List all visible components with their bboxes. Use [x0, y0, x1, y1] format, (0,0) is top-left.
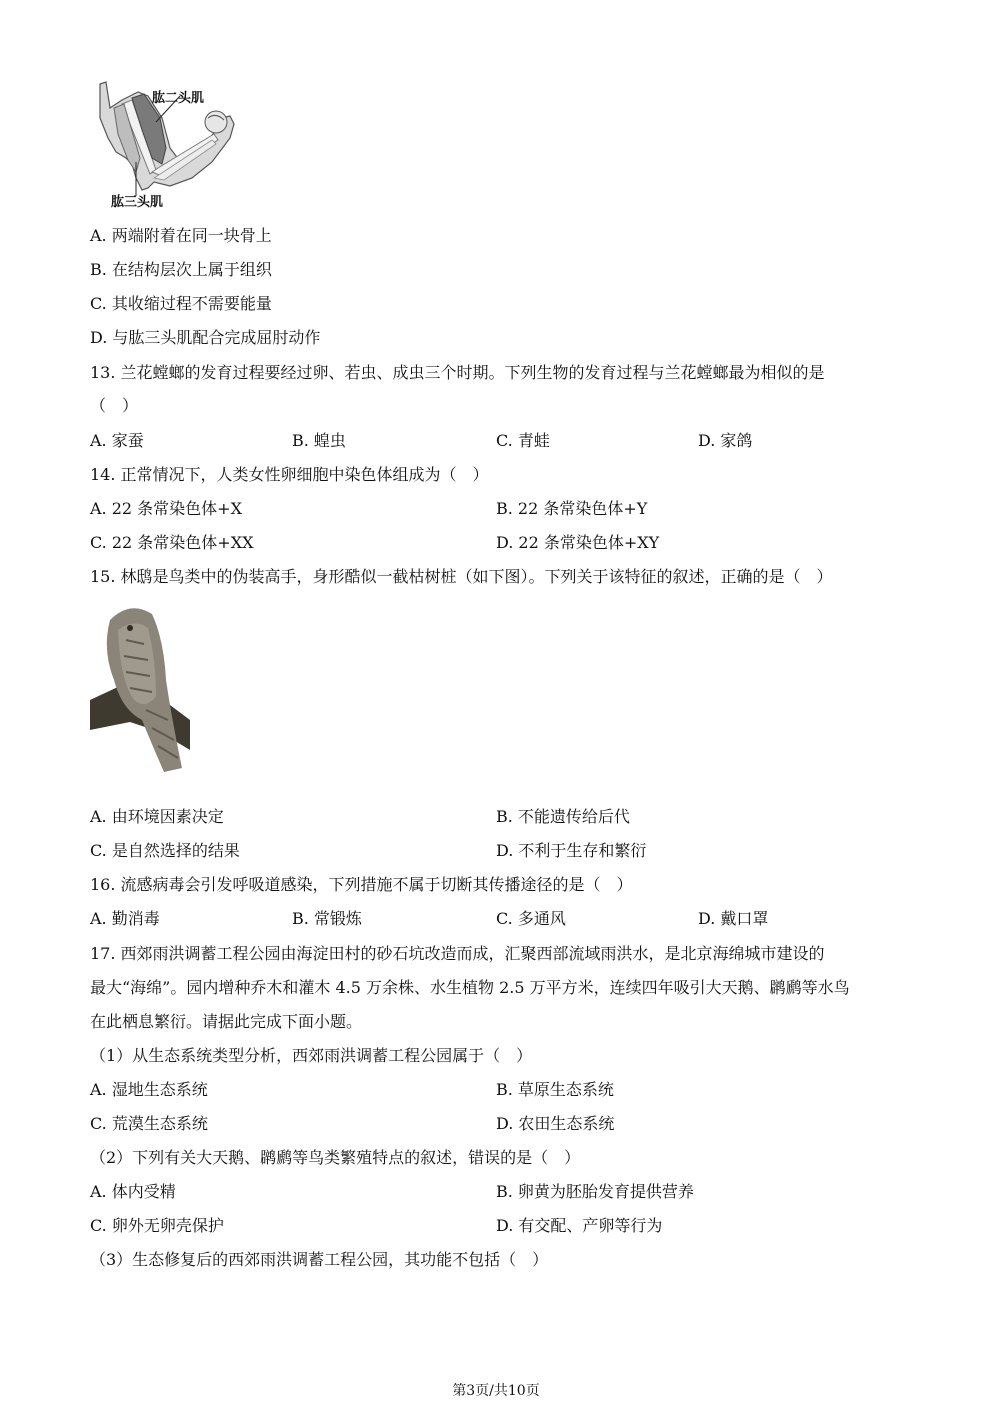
- q17-sub1-option-c: C. 荒漠生态系统: [90, 1114, 208, 1133]
- q16-option-a: A. 勤消毒: [90, 909, 160, 928]
- q13-option-b: B. 蝗虫: [292, 431, 346, 450]
- q17-stem-line2: 最大“海绵”。园内增种乔木和灌木 4.5 万余株、水生植物 2.5 万平方米，连续四年吸引大天鹅、䴙䴘等水鸟: [90, 978, 850, 997]
- q14-option-a: A. 22 条常染色体+X: [90, 499, 242, 518]
- q14-option-c: C. 22 条常染色体+XX: [90, 533, 254, 552]
- q17-sub2-option-c: C. 卵外无卵壳保护: [90, 1216, 224, 1235]
- q16-option-b: B. 常锻炼: [292, 909, 362, 928]
- q17-sub2-option-a: A. 体内受精: [90, 1182, 176, 1201]
- q15-option-b: B. 不能遗传给后代: [496, 807, 630, 826]
- q12-option-a: A. 两端附着在同一块骨上: [90, 226, 272, 245]
- q13-option-a: A. 家蚕: [90, 431, 144, 450]
- q16-stem: 16. 流感病毒会引发呼吸道感染，下列措施不属于切断其传播途径的是（ ）: [90, 875, 633, 894]
- q13-option-c: C. 青蛙: [496, 431, 550, 450]
- label-biceps: 肱二头肌: [152, 90, 205, 105]
- q15-option-a: A. 由环境因素决定: [90, 807, 224, 826]
- q17-sub2-stem: （2）下列有关大天鹅、䴙䴘等鸟类繁殖特点的叙述，错误的是（ ）: [90, 1148, 581, 1167]
- q14-option-d: D. 22 条常染色体+XY: [496, 533, 660, 552]
- q12-option-c: C. 其收缩过程不需要能量: [90, 294, 272, 313]
- q17-sub1-option-a: A. 湿地生态系统: [90, 1080, 208, 1099]
- q16-option-d: D. 戴口罩: [698, 909, 769, 928]
- q17-stem-line1: 17. 西郊雨洪调蓄工程公园由海淀田村的砂石坑改造而成，汇聚西部流域雨洪水，是北京海绵城市建设的: [90, 944, 825, 963]
- q12-option-d: D. 与肱三头肌配合完成屈肘动作: [90, 328, 321, 347]
- label-triceps: 肱三头肌: [111, 194, 164, 209]
- q14-option-b: B. 22 条常染色体+Y: [496, 499, 648, 518]
- q14-stem: 14. 正常情况下，人类女性卵细胞中染色体组成为（ ）: [90, 465, 489, 484]
- q15-option-c: C. 是自然选择的结果: [90, 841, 240, 860]
- q17-sub1-option-b: B. 草原生态系统: [496, 1080, 614, 1099]
- q15-stem: 15. 林鸱是鸟类中的伪装高手，身形酷似一截枯树桩（如下图）。下列关于该特征的叙述，正确的是（ ）: [90, 567, 833, 586]
- q16-option-c: C. 多通风: [496, 909, 566, 928]
- q17-sub1-stem: （1）从生态系统类型分析，西郊雨洪调蓄工程公园属于（ ）: [90, 1046, 533, 1065]
- q17-stem-line3: 在此栖息繁衍。请据此完成下面小题。: [90, 1012, 363, 1031]
- q13-stem: 13. 兰花螳螂的发育过程要经过卵、若虫、成虫三个时期。下列生物的发育过程与兰花螳螂最为相似的是: [90, 363, 825, 382]
- page-number: 第3页/共10页: [452, 1383, 540, 1399]
- q17-sub1-option-d: D. 农田生态系统: [496, 1114, 615, 1133]
- q17-sub3-stem: （3）生态修复后的西郊雨洪调蓄工程公园，其功能不包括（ ）: [90, 1250, 549, 1269]
- potoo-bird-image: [90, 600, 190, 790]
- q17-sub2-option-d: D. 有交配、产卵等行为: [496, 1216, 663, 1235]
- q17-sub2-option-b: B. 卵黄为胚胎发育提供营养: [496, 1182, 694, 1201]
- q13-option-d: D. 家鸽: [698, 431, 753, 450]
- q15-option-d: D. 不利于生存和繁衍: [496, 841, 647, 860]
- q12-option-b: B. 在结构层次上属于组织: [90, 260, 272, 279]
- q13-stem-cont: （ ）: [90, 396, 139, 415]
